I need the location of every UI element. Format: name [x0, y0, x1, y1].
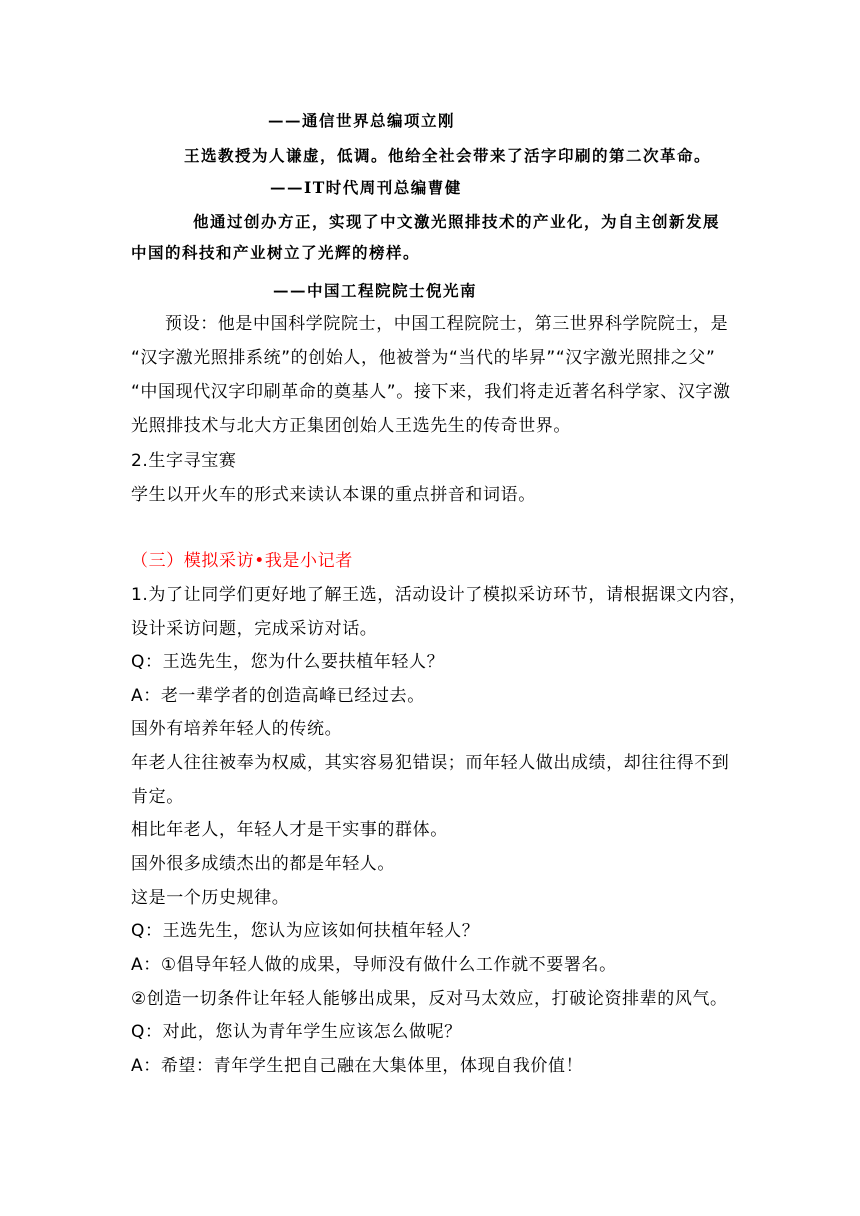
interview-question-2: Q：王选先生，您认为应该如何扶植年轻人？: [131, 921, 480, 941]
preset-paragraph-line4: 光照排技术与北大方正集团创始人王选先生的传奇世界。: [131, 416, 571, 436]
preset-paragraph-line2: “汉字激光照排系统”的创始人，他被誉为“当代的毕昇”“汉字激光照排之父”: [131, 348, 716, 368]
interview-answer-3: A：希望：青年学生把自己融在大集体里，体现自我价值！: [131, 1056, 584, 1076]
interview-answer-2: A：①倡导年轻人做的成果，导师没有做什么工作就不要署名。: [131, 955, 617, 975]
section-heading: （三）模拟采访•我是小记者: [131, 551, 353, 571]
interview-answer-1-point-2: 国外有培养年轻人的传统。: [131, 719, 343, 739]
interview-answer-2-point-2: ②创造一切条件让年轻人能够出成果，反对马太效应，打破论资排辈的风气。: [131, 989, 728, 1009]
quote-attribution-cao-jian: ——IT时代周刊总编曹健: [270, 178, 462, 197]
interview-answer-1-point-6: 这是一个历史规律。: [131, 888, 290, 908]
interview-answer-1-point-5: 国外很多成绩杰出的都是年轻人。: [131, 854, 395, 874]
game-description: 学生以开火车的形式来读认本课的重点拼音和词语。: [131, 485, 536, 505]
task-instruction-line1: 1.为了让同学们更好地了解王选，活动设计了模拟采访环节，请根据课文内容，: [131, 585, 747, 605]
interview-answer-1: A：老一辈学者的创造高峰已经过去。: [131, 686, 425, 706]
interview-answer-1-point-3-line1: 年老人往往被奉为权威，其实容易犯错误；而年轻人做出成绩，却往往得不到: [131, 753, 730, 773]
interview-question-3: Q：对此，您认为青年学生应该怎么做呢？: [131, 1022, 462, 1042]
interview-answer-1-point-4: 相比年老人，年轻人才是干实事的群体。: [131, 820, 448, 840]
quote-attribution-xiang-ligang: ——通信世界总编项立刚: [268, 111, 456, 130]
quote-text-cao-jian: 王选教授为人谦虚，低调。他给全社会带来了活字印刷的第二次革命。: [184, 146, 712, 165]
quote-text-ni-guangnan-line1: 他通过创办方正，实现了中文激光照排技术的产业化，为自主创新发展: [193, 212, 721, 231]
preset-paragraph-line3: “中国现代汉字印刷革命的奠基人”。接下来，我们将走近著名科学家、汉字激: [131, 382, 731, 402]
task-instruction-line2: 设计采访问题，完成采访对话。: [131, 619, 378, 639]
interview-question-1: Q：王选先生，您为什么要扶植年轻人？: [131, 652, 445, 672]
preset-paragraph-line1: 预设：他是中国科学院院士，中国工程院院士，第三世界科学院院士，是: [165, 314, 729, 334]
quote-text-ni-guangnan-line2: 中国的科技和产业树立了光辉的榜样。: [131, 243, 421, 262]
quote-attribution-ni-guangnan: ——中国工程院院士倪光南: [273, 281, 478, 300]
game-heading: 2.生字寻宝赛: [131, 451, 237, 471]
interview-answer-1-point-3-line2: 肯定。: [131, 787, 184, 807]
